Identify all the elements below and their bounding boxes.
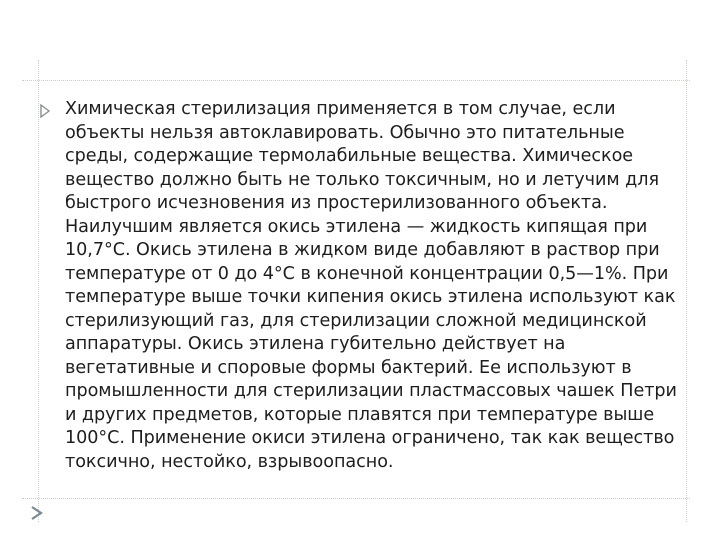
- chevron-right-icon[interactable]: [30, 505, 44, 521]
- triangle-right-icon: [40, 104, 50, 118]
- bottom-guide-line: [22, 498, 690, 499]
- top-guide-line: [22, 80, 690, 81]
- left-guide-line: [38, 60, 39, 522]
- body-text: Химическая стерилизация применяется в том случае, если объекты нельзя автоклавировать. Обычно это питательные среды, содержащие термолабильные вещества. Химическое вещество должно быть не только токсичным, но и летучим для быстрого исчезновения из простерилизованного объекта. Наилучшим является окись этилена — жидкость кипящая при 10,7°С. Окись этилена в жидком виде добавляют в раствор при температуре от 0 до 4°С в конечной концентрации 0,5—1%. При температуре выше точки кипения окись этилена используют как стерилизующий газ, для стерилизации сложной медицинской аппаратуры. Окись этилена губительно действует на вегетативные и споровые формы бактерий. Ее используют в промышленности для стерилизации пластмассовых чашек Петри и других предметов, которые плавятся при температуре выше 100°С. Применение окиси этилена ограничено, так как вещество токсично, нестойко, взрывоопасно.: [65, 99, 677, 472]
